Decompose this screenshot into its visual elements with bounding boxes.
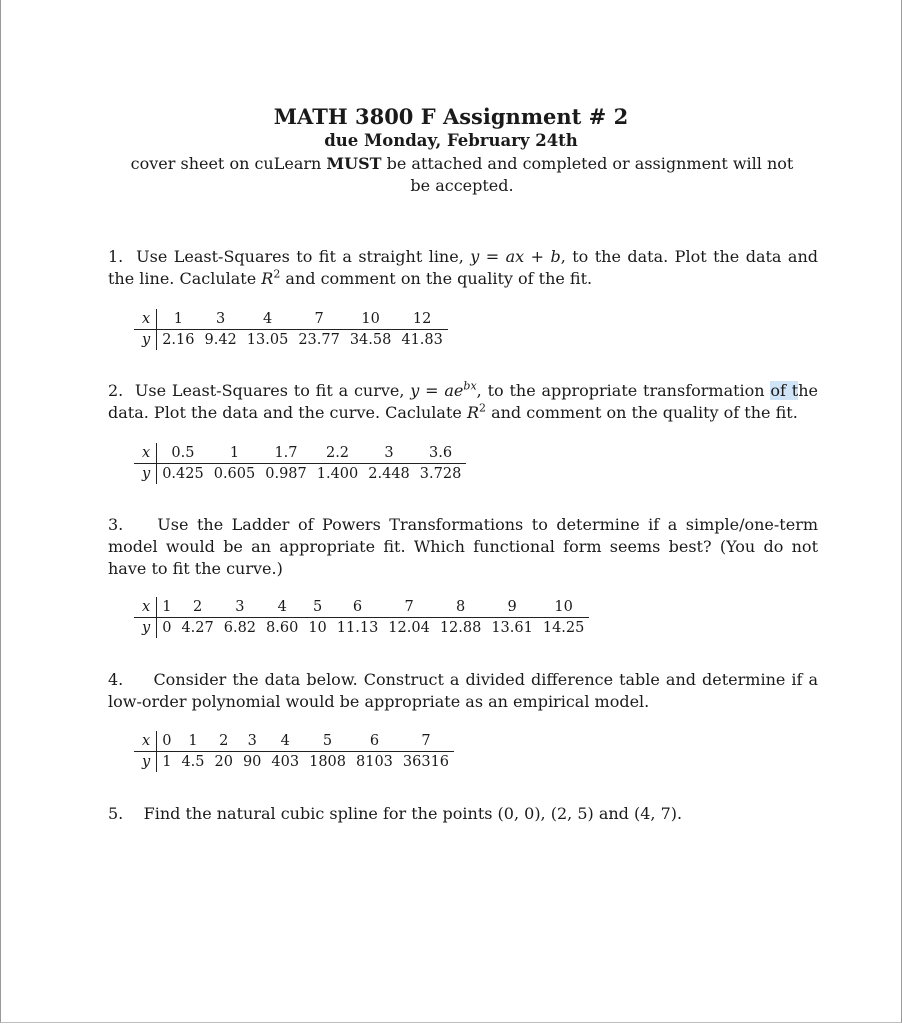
table-cell-y: 36316 bbox=[402, 754, 450, 770]
table-row-y bbox=[134, 330, 448, 351]
table-cell-y: 0.987 bbox=[265, 466, 307, 482]
table-cell-x: 3 bbox=[238, 731, 266, 752]
table-cell-y: 2.448 bbox=[368, 466, 410, 482]
table-cell-x: 4 bbox=[242, 309, 294, 330]
table-cell-x: 10 bbox=[538, 597, 590, 618]
cover-text-bold: MUST bbox=[326, 154, 382, 173]
table-cell-x: 6 bbox=[351, 731, 398, 752]
table-row-y bbox=[134, 618, 589, 639]
question-5 bbox=[108, 803, 818, 825]
table-cell-y: 14.25 bbox=[542, 620, 585, 636]
table-cell-y: 13.05 bbox=[246, 332, 289, 348]
table-cell-y: 8103 bbox=[356, 754, 393, 770]
table-cell-x: 2 bbox=[210, 731, 238, 752]
table-cell-x: 1 bbox=[157, 309, 200, 330]
table-cell-x: 6 bbox=[332, 597, 384, 618]
table-cell-x: 3 bbox=[363, 443, 415, 464]
table-cell-x: 1 bbox=[176, 731, 209, 752]
q2-text-1: Use Least-Squares to fit a curve, bbox=[134, 381, 411, 400]
q2-r-sup: 2 bbox=[478, 401, 486, 415]
q1-text-3: and comment on the quality of the fit. bbox=[280, 269, 593, 288]
question-number: 4. bbox=[108, 670, 124, 689]
due-date: due Monday, February 24th bbox=[324, 131, 578, 150]
q3-data-table bbox=[134, 597, 589, 638]
table-cell-x: 5 bbox=[304, 731, 351, 752]
q1-data-table bbox=[134, 309, 448, 350]
table-cell-y: 2.16 bbox=[162, 332, 195, 348]
row-label-x: x bbox=[134, 731, 157, 752]
cover-text-pre: cover sheet on cuLearn bbox=[130, 154, 327, 173]
row-label-y: y bbox=[134, 752, 157, 773]
row-label-x: x bbox=[134, 443, 157, 464]
table-cell-x: 0 bbox=[157, 731, 177, 752]
table-cell-x: 9 bbox=[486, 597, 538, 618]
table-cell-y: 0.425 bbox=[162, 466, 204, 482]
table-row-x bbox=[134, 731, 454, 752]
q1-r-sup: 2 bbox=[273, 267, 281, 281]
table-row-y bbox=[134, 752, 454, 773]
table-cell-x: 10 bbox=[345, 309, 397, 330]
table-cell-y: 10 bbox=[308, 620, 327, 636]
table-cell-y: 0.605 bbox=[213, 466, 256, 482]
q2-text-2: , to the appropriate transformation bbox=[476, 381, 771, 400]
table-cell-x: 2.2 bbox=[312, 443, 364, 464]
table-cell-x: 1 bbox=[157, 597, 177, 618]
table-cell-y: 90 bbox=[242, 754, 262, 770]
table-cell-x: 12 bbox=[396, 309, 448, 330]
row-label-x: x bbox=[134, 309, 157, 330]
q2-highlight: of t bbox=[770, 381, 799, 400]
table-cell-x: 8 bbox=[435, 597, 487, 618]
q1-text-1: Use Least-Squares to fit a straight line, bbox=[136, 247, 471, 266]
assignment-title: MATH 3800 F Assignment # 2 bbox=[273, 104, 629, 129]
table-cell-x: 7 bbox=[293, 309, 345, 330]
q2-text-3: he data. Plot the data and the curve. Caclulate bbox=[108, 381, 819, 422]
table-cell-x: 3 bbox=[200, 309, 242, 330]
table-cell-x: 4 bbox=[261, 597, 303, 618]
question-number: 2. bbox=[108, 381, 124, 400]
table-cell-x: 7 bbox=[383, 597, 435, 618]
table-cell-y: 34.58 bbox=[349, 332, 392, 348]
table-cell-y: 1.400 bbox=[316, 466, 359, 482]
cover-sheet-notice bbox=[120, 153, 804, 197]
row-label-y: y bbox=[134, 464, 157, 485]
table-cell-x: 4 bbox=[266, 731, 304, 752]
table-cell-y: 41.83 bbox=[401, 332, 443, 348]
q1-equation: y = ax + b bbox=[470, 247, 561, 266]
table-cell-x: 2 bbox=[176, 597, 218, 618]
q1-r: R bbox=[261, 269, 274, 288]
table-cell-x: 3 bbox=[219, 597, 261, 618]
question-2 bbox=[108, 380, 818, 424]
question-number: 1. bbox=[108, 247, 124, 266]
table-cell-y: 1808 bbox=[309, 754, 346, 770]
table-cell-x: 5 bbox=[303, 597, 331, 618]
question-1 bbox=[108, 246, 818, 290]
q4-text: Consider the data below. Construct a divided difference table and determine if a low-order polynomial would be appropriate as an empirical model. bbox=[108, 670, 818, 711]
table-cell-x: 1.7 bbox=[260, 443, 312, 464]
table-cell-y: 13.61 bbox=[491, 620, 533, 636]
table-cell-x: 3.6 bbox=[415, 443, 467, 464]
cover-text-post: be attached and completed or assignment will not be accepted. bbox=[381, 154, 794, 195]
row-label-x: x bbox=[134, 597, 157, 618]
table-cell-y: 23.77 bbox=[298, 332, 340, 348]
question-4 bbox=[108, 669, 818, 713]
q2-text-4: and comment on the quality of the fit. bbox=[485, 403, 798, 422]
table-cell-y: 8.60 bbox=[266, 620, 299, 636]
q5-text: Find the natural cubic spline for the points (0, 0), (2, 5) and (4, 7). bbox=[143, 804, 683, 823]
table-cell-y: 9.42 bbox=[204, 332, 237, 348]
row-label-y: y bbox=[134, 330, 157, 351]
table-cell-y: 12.88 bbox=[439, 620, 482, 636]
table-cell-y: 0 bbox=[162, 620, 172, 636]
question-3 bbox=[108, 514, 818, 580]
table-cell-y: 3.728 bbox=[419, 466, 462, 482]
q2-equation-sup: bx bbox=[463, 379, 477, 393]
table-row-y bbox=[134, 464, 466, 485]
table-cell-x: 1 bbox=[209, 443, 261, 464]
table-cell-y: 6.82 bbox=[223, 620, 257, 636]
q3-text: Use the Ladder of Powers Transformations to determine if a simple/one-term model would be an appropriate fit. Which functional form seems best? (You do not have to fit the curve.) bbox=[108, 515, 819, 578]
table-cell-y: 12.04 bbox=[388, 620, 430, 636]
q2-equation: y = ae bbox=[410, 381, 464, 400]
table-cell-y: 4.5 bbox=[181, 754, 205, 770]
q2-data-table bbox=[134, 443, 466, 484]
table-row-x bbox=[134, 443, 466, 464]
table-row-x bbox=[134, 309, 448, 330]
table-cell-y: 11.13 bbox=[336, 620, 379, 636]
question-number: 3. bbox=[108, 515, 124, 534]
question-number: 5. bbox=[108, 804, 124, 823]
row-label-y: y bbox=[134, 618, 157, 639]
table-cell-y: 20 bbox=[214, 754, 233, 770]
table-cell-y: 4.27 bbox=[181, 620, 214, 636]
table-row-x bbox=[134, 597, 589, 618]
q2-r: R bbox=[466, 403, 479, 422]
table-cell-x: 7 bbox=[398, 731, 454, 752]
table-cell-x: 0.5 bbox=[157, 443, 209, 464]
table-cell-y: 1 bbox=[162, 754, 172, 770]
q1-text-2: , to the data. Plot the data and the line. Caclulate bbox=[108, 247, 819, 288]
q4-data-table bbox=[134, 731, 454, 772]
table-cell-y: 403 bbox=[271, 754, 300, 770]
